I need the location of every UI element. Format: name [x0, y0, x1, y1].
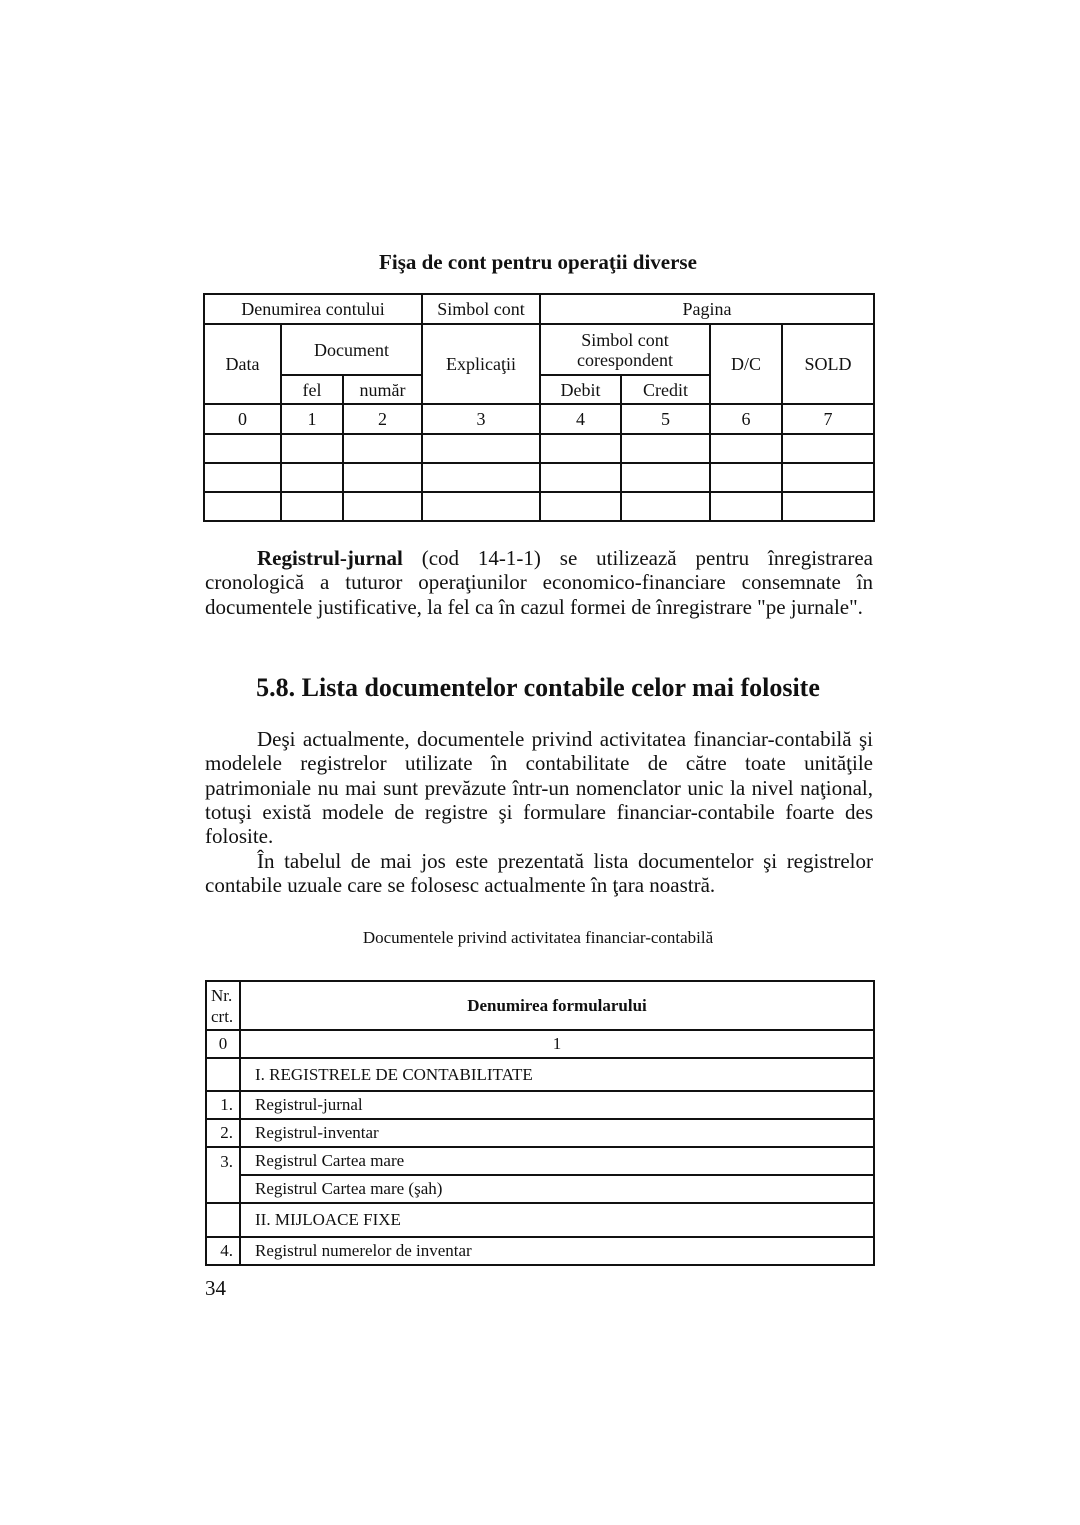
header-account-symbol: Simbol cont — [422, 294, 540, 324]
intro-paragraph — [205, 727, 873, 848]
row-label: Registrul-jurnal — [240, 1091, 874, 1119]
header-sold: SOLD — [782, 324, 874, 404]
table-row — [206, 1091, 874, 1119]
column-number: 1 — [281, 404, 343, 434]
header-date: Data — [204, 324, 281, 404]
row-label: Registrul-inventar — [240, 1119, 874, 1147]
table-intro-paragraph — [205, 849, 873, 898]
row-label: Registrul numerelor de inventar — [240, 1237, 874, 1265]
table-row — [206, 1147, 874, 1175]
page-number: 34 — [205, 1276, 226, 1300]
section-row-label: I. REGISTRELE DE CONTABILITATE — [240, 1058, 874, 1091]
table2-column-numbers — [206, 1030, 874, 1058]
header-form-name: Denumirea formularului — [240, 981, 874, 1030]
table-row — [206, 1237, 874, 1265]
table-intro-paragraph-text: În tabelul de mai jos este prezentată lista documentelor şi registrelor contabile uzuale care se folosesc actualmente în ţara noastră. — [205, 849, 873, 898]
column-number: 2 — [343, 404, 422, 434]
paragraph-lead: Registrul-jurnal — [257, 546, 403, 570]
header-explanations: Explicaţii — [422, 324, 540, 404]
column-number: 4 — [540, 404, 621, 434]
column-number: 3 — [422, 404, 540, 434]
header-dc: D/C — [710, 324, 782, 404]
column-numbers-row — [204, 404, 874, 434]
column-number: 1 — [240, 1030, 874, 1058]
table-row — [206, 1058, 874, 1091]
header-nr-crt: Nr. crt. — [206, 981, 240, 1030]
header-debit: Debit — [540, 375, 621, 404]
empty-row — [204, 463, 874, 492]
table1-title: Fişa de cont pentru operaţii diverse — [379, 250, 697, 274]
row-number: 2. — [206, 1119, 240, 1147]
column-number: 0 — [206, 1030, 240, 1058]
column-number: 7 — [782, 404, 874, 434]
table-row — [206, 1203, 874, 1237]
row-number: 1. — [206, 1091, 240, 1119]
column-number: 6 — [710, 404, 782, 434]
header-account-name: Denumirea contului — [204, 294, 422, 324]
section-row-label: II. MIJLOACE FIXE — [240, 1203, 874, 1237]
table-row — [206, 1175, 874, 1203]
section-heading: 5.8. Lista documentelor contabile celor mai folosite — [256, 673, 820, 702]
account-sheet-table — [203, 293, 875, 522]
registrul-jurnal-paragraph — [205, 546, 873, 619]
header-type: fel — [281, 375, 343, 404]
header-corresponding-symbol: Simbol cont corespondent — [540, 324, 710, 375]
table-row — [206, 1119, 874, 1147]
empty-row — [204, 492, 874, 521]
header-document: Document — [281, 324, 422, 375]
row-number: 4. — [206, 1237, 240, 1265]
table2-header-row — [206, 981, 874, 1030]
row-label: Registrul Cartea mare (şah) — [240, 1175, 874, 1203]
header-page: Pagina — [540, 294, 874, 324]
column-number: 5 — [621, 404, 710, 434]
table2-caption: Documentele privind activitatea financiar-contabilă — [362, 928, 714, 947]
paragraph-text: (cod 14-1-1) se utilizează pentru înregistrarea cronologică a tuturor operaţiunilor economico-financiare consemnate în documentele justificative, la fel ca în cazul formei de înregistrare "pe jurnale". — [205, 546, 873, 619]
header-number: număr — [343, 375, 422, 404]
row-number: 3. — [206, 1147, 240, 1175]
documents-table — [205, 980, 875, 1266]
intro-paragraph-text: Deşi actualmente, documentele privind activitatea financiar-contabilă şi modelele registrelor utilizate în contabilitate de către toate unităţile patrimoniale nu mai sunt prevăzute într-un nomenclator unic la nivel naţional, totuşi există modele de registre şi formulare financiar-contabile foarte des folosite. — [205, 727, 873, 849]
column-number: 0 — [204, 404, 281, 434]
header-credit: Credit — [621, 375, 710, 404]
row-label: Registrul Cartea mare — [240, 1147, 874, 1175]
empty-row — [204, 434, 874, 463]
